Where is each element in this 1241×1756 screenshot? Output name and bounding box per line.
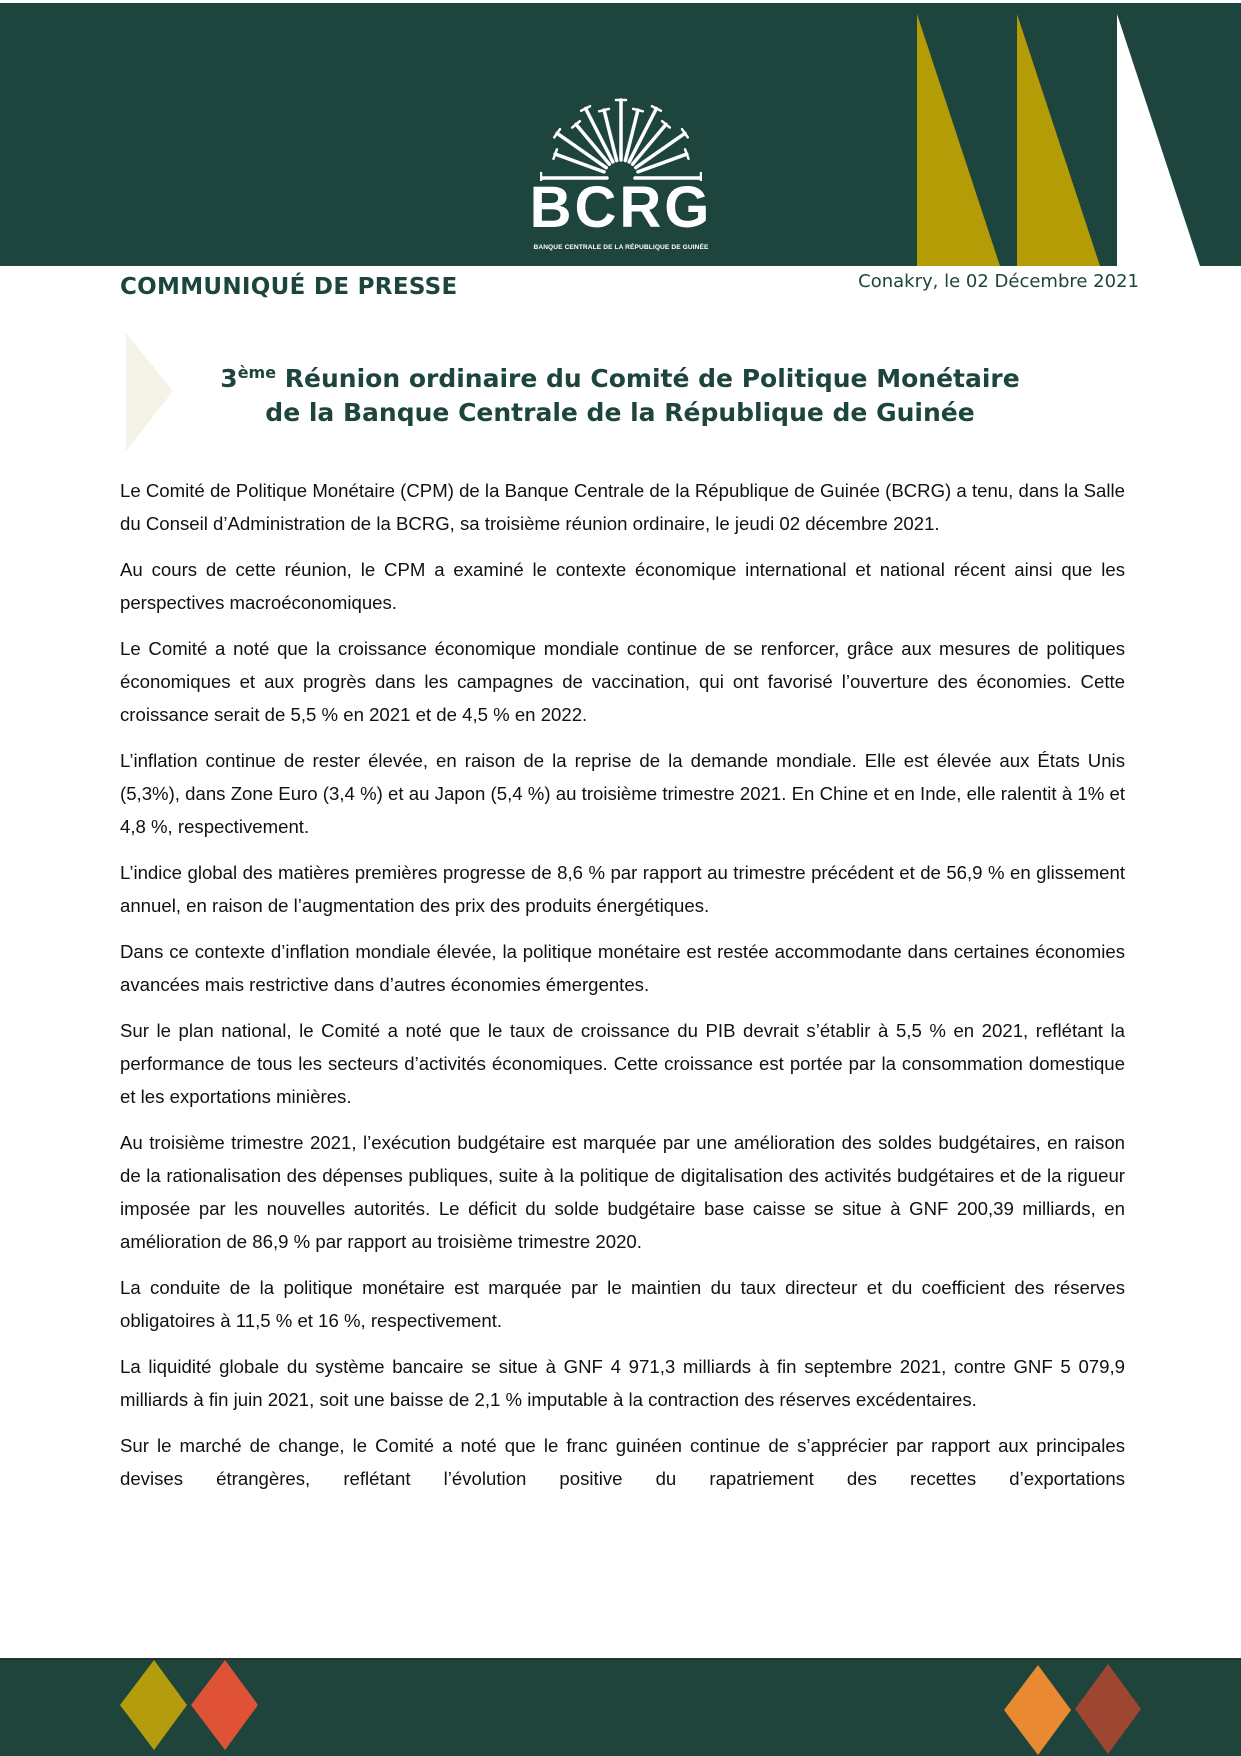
paragraph: Le Comité a noté que la croissance économique mondiale continue de se renforcer, grâce aux mesures de politiques économiques et aux progrès dans les campagnes de vaccination, qui ont favorisé l’ouverture des économies. Cette croissance serait de 5,5 % en 2021 et de 4,5 % en 2022.: [120, 638, 1125, 725]
logo-subtitle: BANQUE CENTRALE DE LA RÉPUBLIQUE DE GUINÉE: [533, 244, 709, 251]
document-type: COMMUNIQUÉ DE PRESSE: [120, 274, 458, 300]
logo-ray: [625, 110, 638, 160]
paragraph: Sur le plan national, le Comité a noté que le taux de croissance du PIB devrait s’établir à 5,5 % en 2021, reflétant la performance de tous les secteurs d’activités économiques. Cette croissance est portée par la consommation domestique et les exportations minières.: [120, 1020, 1125, 1107]
footer-decoration: [0, 1660, 1241, 1756]
logo-ray-cap: [685, 149, 688, 158]
gold-triangle-1: [917, 14, 1000, 266]
paragraph: Au troisième trimestre 2021, l’exécution budgétaire est marquée par une amélioration des soldes budgétaires, en raison de la rationalisation des dépenses publiques, suite à la politique de digitalisation des activités budgétaires et de la rigueur imposée par les nouvelles autorités. Le déficit du solde budgétaire base caisse se situe à GNF 200,39 milliards, en amélioration de 86,9 % par rapport au troisième trimestre 2020.: [120, 1132, 1125, 1252]
logo-ray: [604, 110, 617, 160]
paragraph: La conduite de la politique monétaire est marquée par le maintien du taux directeur et du coefficient des réserves obligatoires à 11,5 % et 16 %, respectivement.: [120, 1277, 1125, 1331]
title-ordinal-suffix: ème: [237, 363, 277, 382]
title-ordinal: 3: [220, 364, 238, 393]
paragraph: La liquidité globale du système bancaire se situe à GNF 4 971,3 milliards à fin septembre 2021, contre GNF 5 079,9 milliards à fin juin 2021, soit une baisse de 2,1 % imputable à la contraction des réserves excédentaires.: [120, 1356, 1125, 1410]
title-line-2: de la Banque Centrale de la République de Guinée: [265, 398, 975, 427]
bcrg-logo: [510, 96, 732, 261]
diamond-brown: [1075, 1664, 1141, 1754]
logo-wordmark: BCRG: [529, 175, 713, 240]
paragraph: L’indice global des matières premières progresse de 8,6 % par rapport au trimestre précédent et de 56,9 % en glissement annuel, en raison de l’augmentation des prix des produits énergétiques.: [120, 862, 1125, 916]
title-line-1-text: Réunion ordinaire du Comité de Politique Monétaire: [276, 364, 1020, 393]
paragraph: Au cours de cette réunion, le CPM a examiné le contexte économique international et national récent ainsi que les perspectives macroéconomiques.: [120, 559, 1125, 613]
page-title: [160, 362, 1080, 430]
diamond-red: [191, 1660, 258, 1750]
logo-ray-cap: [633, 109, 643, 111]
footer-band: [0, 1658, 1241, 1756]
paragraph: Dans ce contexte d’inflation mondiale élevée, la politique monétaire est restée accommodante dans certaines économies avancées mais restrictive dans d’autres économies émergentes.: [120, 941, 1125, 995]
logo-ray-cap: [554, 149, 557, 158]
paragraph: Le Comité de Politique Monétaire (CPM) de la Banque Centrale de la République de Guinée (BCRG) a tenu, dans la Salle du Conseil d’Administration de la BCRG, sa troisième réunion ordinaire, le jeudi 02 décembre 2021.: [120, 480, 1125, 534]
logo-fan-icon: [540, 96, 702, 181]
paragraph: Sur le marché de change, le Comité a noté que le franc guinéen continue de s’apprécier par rapport aux principales devises étrangères, reflétant l’évolution positive du rapatriement des recettes d’exportations: [120, 1435, 1125, 1489]
white-triangle: [1117, 14, 1200, 266]
diamond-gold: [120, 1660, 187, 1750]
place-date: Conakry, le 02 Décembre 2021: [858, 271, 1139, 292]
paragraph: L’inflation continue de rester élevée, en raison de la reprise de la demande mondiale. Elle est élevée aux États Unis (5,3%), dans Zone Euro (3,4 %) et au Japon (5,4 %) au troisième trimestre 2021. En Chine et en Inde, elle ralentit à 1% et 4,8 %, respectivement.: [120, 750, 1125, 837]
gold-triangle-2: [1017, 14, 1100, 266]
header-band: [0, 3, 1241, 266]
logo-ray-cap: [599, 109, 609, 111]
title-line-1: [160, 362, 1080, 396]
body-text: [120, 474, 1125, 1508]
diamond-orange: [1004, 1665, 1071, 1755]
